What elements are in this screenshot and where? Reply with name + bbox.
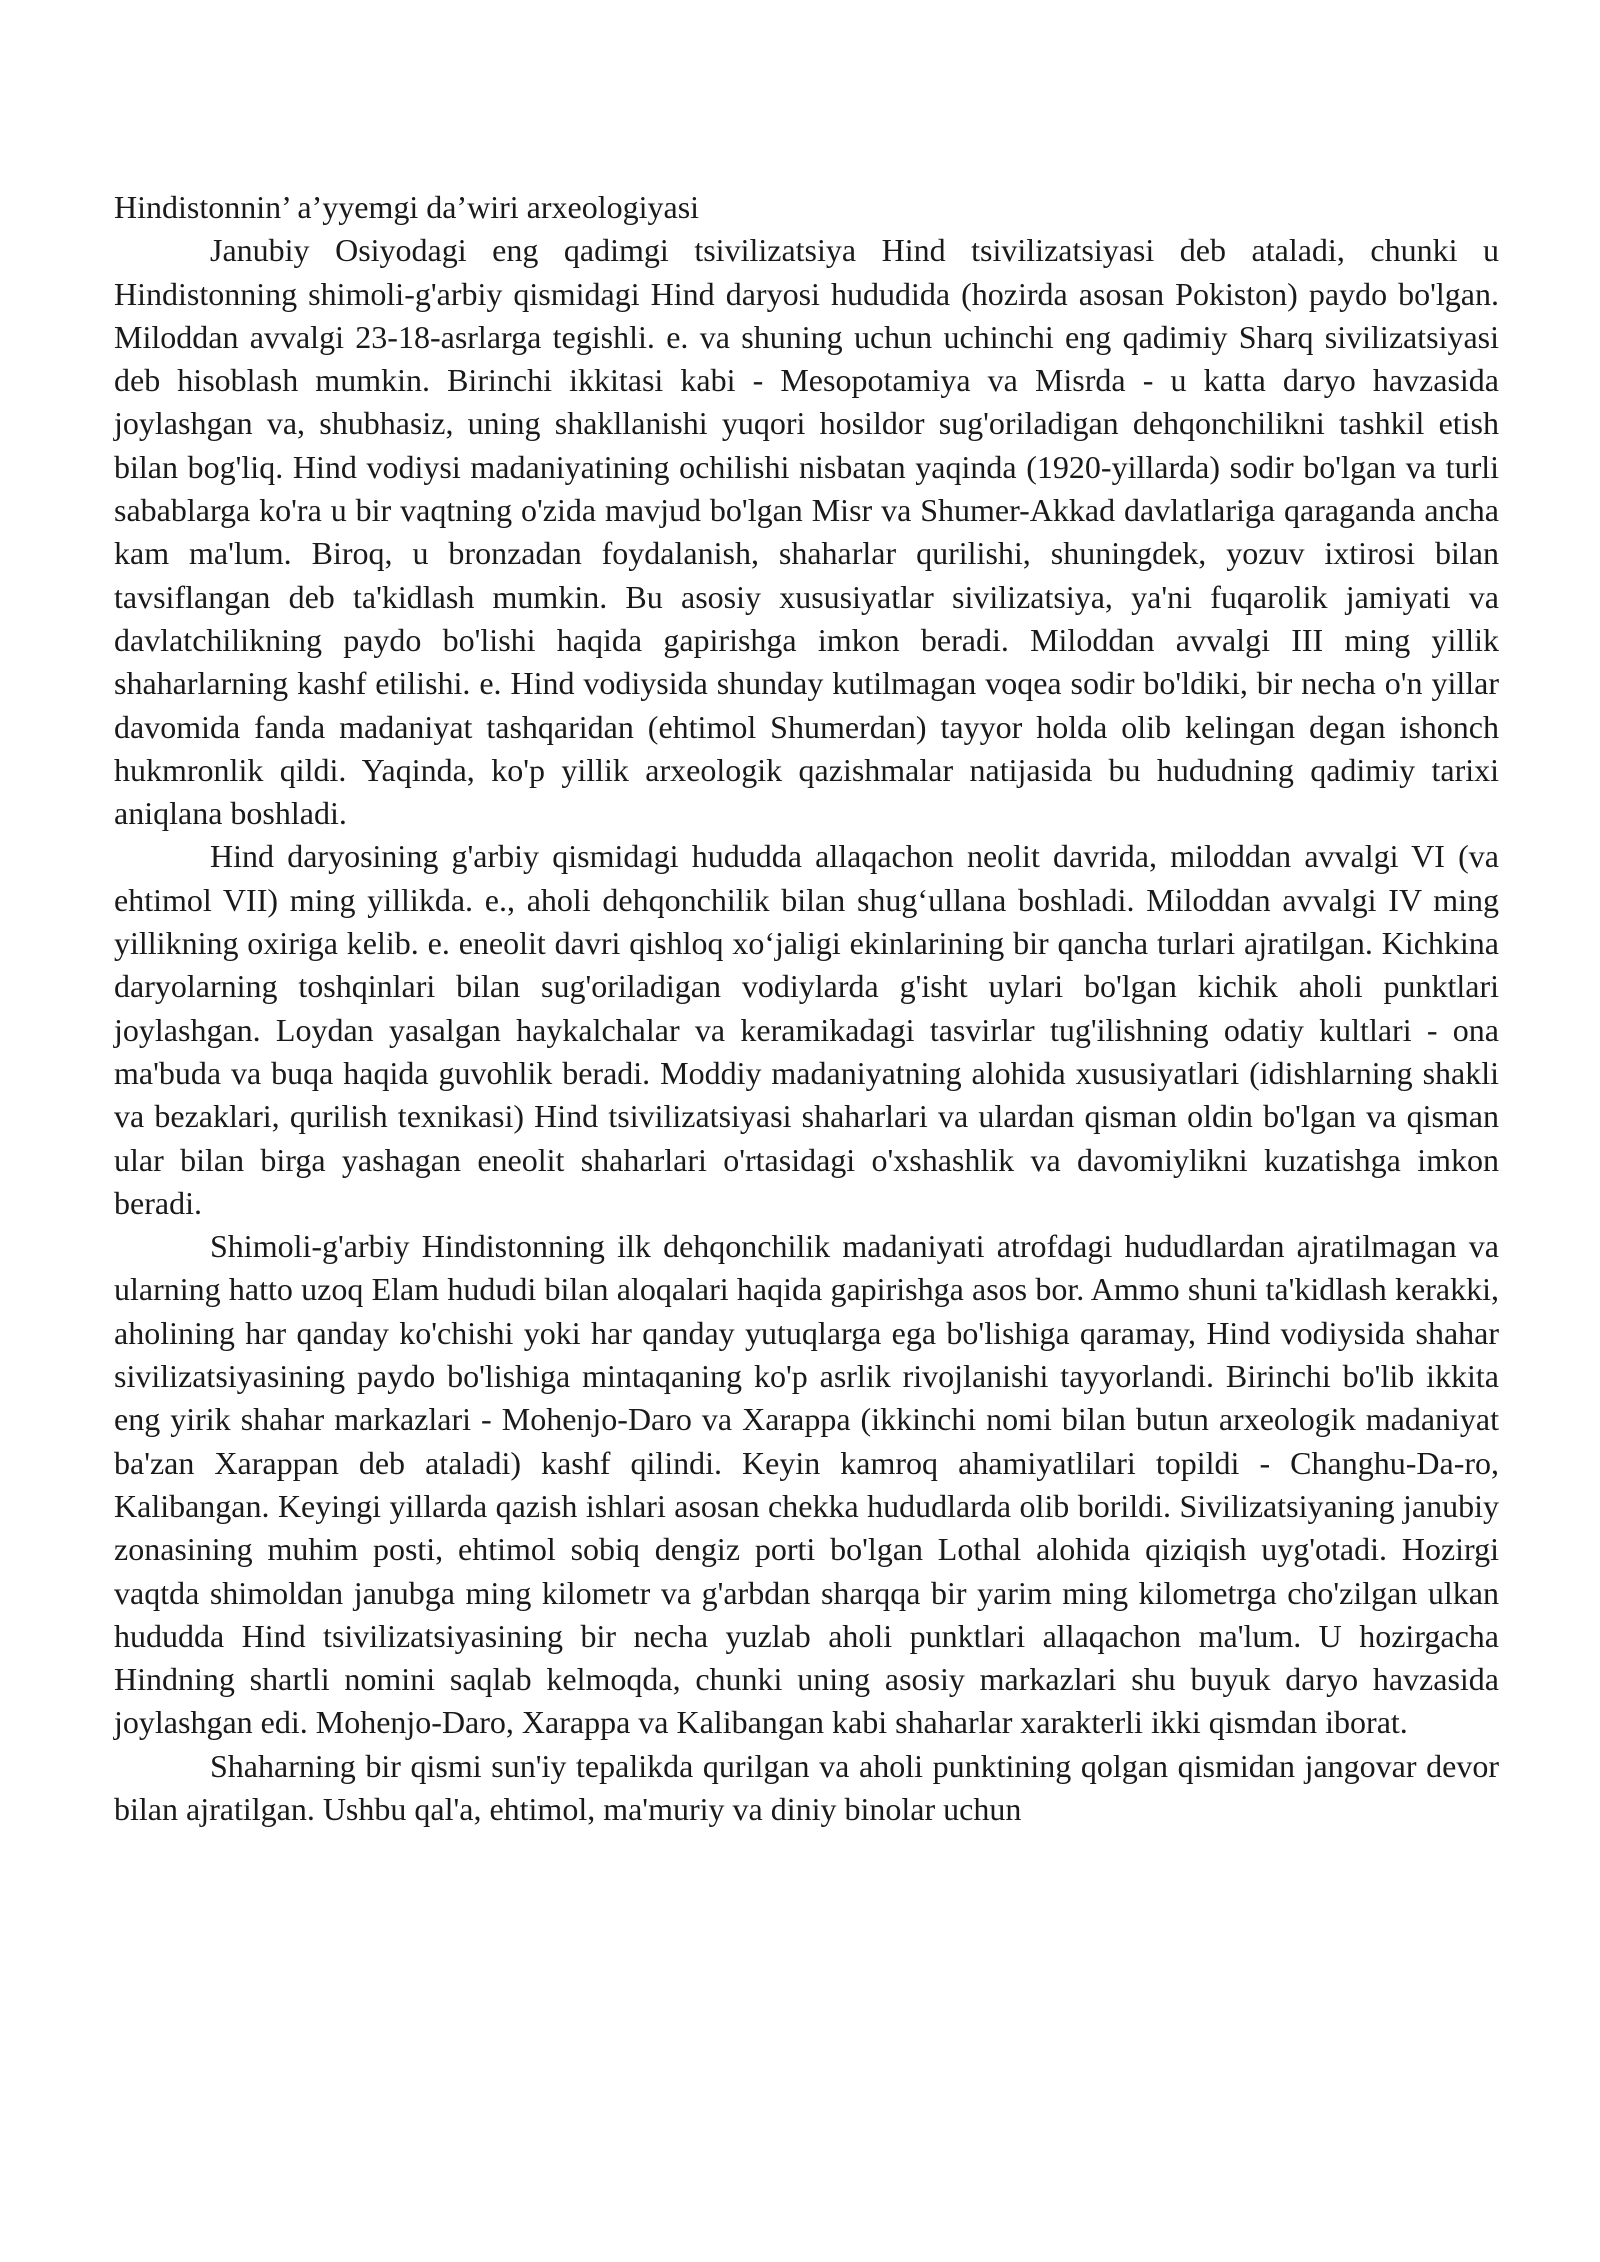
paragraph-3: Shimoli-g'arbiy Hindistonning ilk dehqonchilik madaniyati atrofdagi hududlardan ajratilmagan va ularning hatto uzoq Elam hududi bilan aloqalari haqida gapirishga asos bor. Ammo shuni ta'kidlash kerakki, aholining har qanday ko'chishi yoki har qanday yutuqlarga ega bo'lishiga qaramay, Hind vodiysida shahar sivilizatsiyasining paydo bo'lishiga mintaqaning ko'p asrlik rivojlanishi tayyorlandi. Birinchi bo'lib ikkita eng yirik shahar markazlari - Mohenjo-Daro va Xarappa (ikkinchi nomi bilan butun arxeologik madaniyat ba'zan Xarappan deb ataladi) kashf qilindi. Keyin kamroq ahamiyatlilari topildi - Changhu-Da-ro, Kalibangan. Keyingi yillarda qazish ishlari asosan chekka hududlarda olib borildi. Sivilizatsiyaning janubiy zonasining muhim posti, ehtimol sobiq dengiz porti bo'lgan Lothal alohida qiziqish uyg'otadi. Hozirgi vaqtda shimoldan janubga ming kilometr va g'arbdan sharqqa bir yarim ming kilometrga cho'zilgan ulkan hududda Hind tsivilizatsiyasining bir necha yuzlab aholi punktlari allaqachon ma'lum. U hozirgacha Hindning shartli nomini saqlab kelmoqda, chunki uning asosiy markazlari shu buyuk daryo havzasida joylashgan edi. Mohenjo-Daro, Xarappa va Kalibangan kabi shaharlar xarakterli ikki qismdan iborat. — [114, 1228, 1499, 1741]
paragraph-4: Shaharning bir qismi sun'iy tepalikda qurilgan va aholi punktining qolgan qismidan jangovar devor bilan ajratilgan. Ushbu qal'a, ehtimol, ma'muriy va diniy binolar uchun — [114, 1747, 1499, 1827]
paragraph-2: Hind daryosining g'arbiy qismidagi hududda allaqachon neolit davrida, miloddan avvalgi VI (va ehtimol VII) ming yillikda. e., aholi dehqonchilik bilan shug‘ullana boshladi. Miloddan avvalgi IV ming yillikning oxiriga kelib. e. eneolit davri qishloq xo‘jaligi ekinlarining bir qancha turlari ajratilgan. Kichkina daryolarning toshqinlari bilan sug'oriladigan vodiylarda g'isht uylari bo'lgan kichik aholi punktlari joylashgan. Loydan yasalgan haykalchalar va keramikadagi tasvirlar tug'ilishning odatiy kultlari - ona ma'buda va buqa haqida guvohlik beradi. Moddiy madaniyatning alohida xususiyatlari (idishlarning shakli va bezaklari, qurilish texnikasi) Hind tsivilizatsiyasi shaharlari va ulardan qisman oldin bo'lgan va qisman ular bilan birga yashagan eneolit shaharlari o'rtasidagi o'xshashlik va davomiylikni kuzatishga imkon beradi. — [114, 838, 1499, 1221]
document-page — [114, 186, 1499, 1831]
document-title: Hindistonnin’ a’yyemgi da’wiri arxeologiyasi — [114, 189, 700, 225]
paragraph-1: Janubiy Osiyodagi eng qadimgi tsivilizatsiya Hind tsivilizatsiyasi deb ataladi, chunki u Hindistonning shimoli-g'arbiy qismidagi Hind daryosi hududida (hozirda asosan Pokiston) paydo bo'lgan. Miloddan avvalgi 23-18-asrlarga tegishli. e. va shuning uchun uchinchi eng qadimiy Sharq sivilizatsiyasi deb hisoblash mumkin. Birinchi ikkitasi kabi - Mesopotamiya va Misrda - u katta daryo havzasida joylashgan va, shubhasiz, uning shakllanishi yuqori hosildor sug'oriladigan dehqonchilikni tashkil etish bilan bog'liq. Hind vodiysi madaniyatining ochilishi nisbatan yaqinda (1920-yillarda) sodir bo'lgan va turli sabablarga ko'ra u bir vaqtning o'zida mavjud bo'lgan Misr va Shumer-Akkad davlatlariga qaraganda ancha kam ma'lum. Biroq, u bronzadan foydalanish, shaharlar qurilishi, shuningdek, yozuv ixtirosi bilan tavsiflangan deb ta'kidlash mumkin. Bu asosiy xususiyatlar sivilizatsiya, ya'ni fuqarolik jamiyati va davlatchilikning paydo bo'lishi haqida gapirishga imkon beradi. Miloddan avvalgi III ming yillik shaharlarning kashf etilishi. e. Hind vodiysida shunday kutilmagan voqea sodir bo'ldiki, bir necha o'n yillar davomida fanda madaniyat tashqaridan (ehtimol Shumerdan) tayyor holda olib kelingan degan ishonch hukmronlik qildi. Yaqinda, ko'p yillik arxeologik qazishmalar natijasida bu hududning qadimiy tarixi aniqlana boshladi. — [114, 232, 1499, 832]
